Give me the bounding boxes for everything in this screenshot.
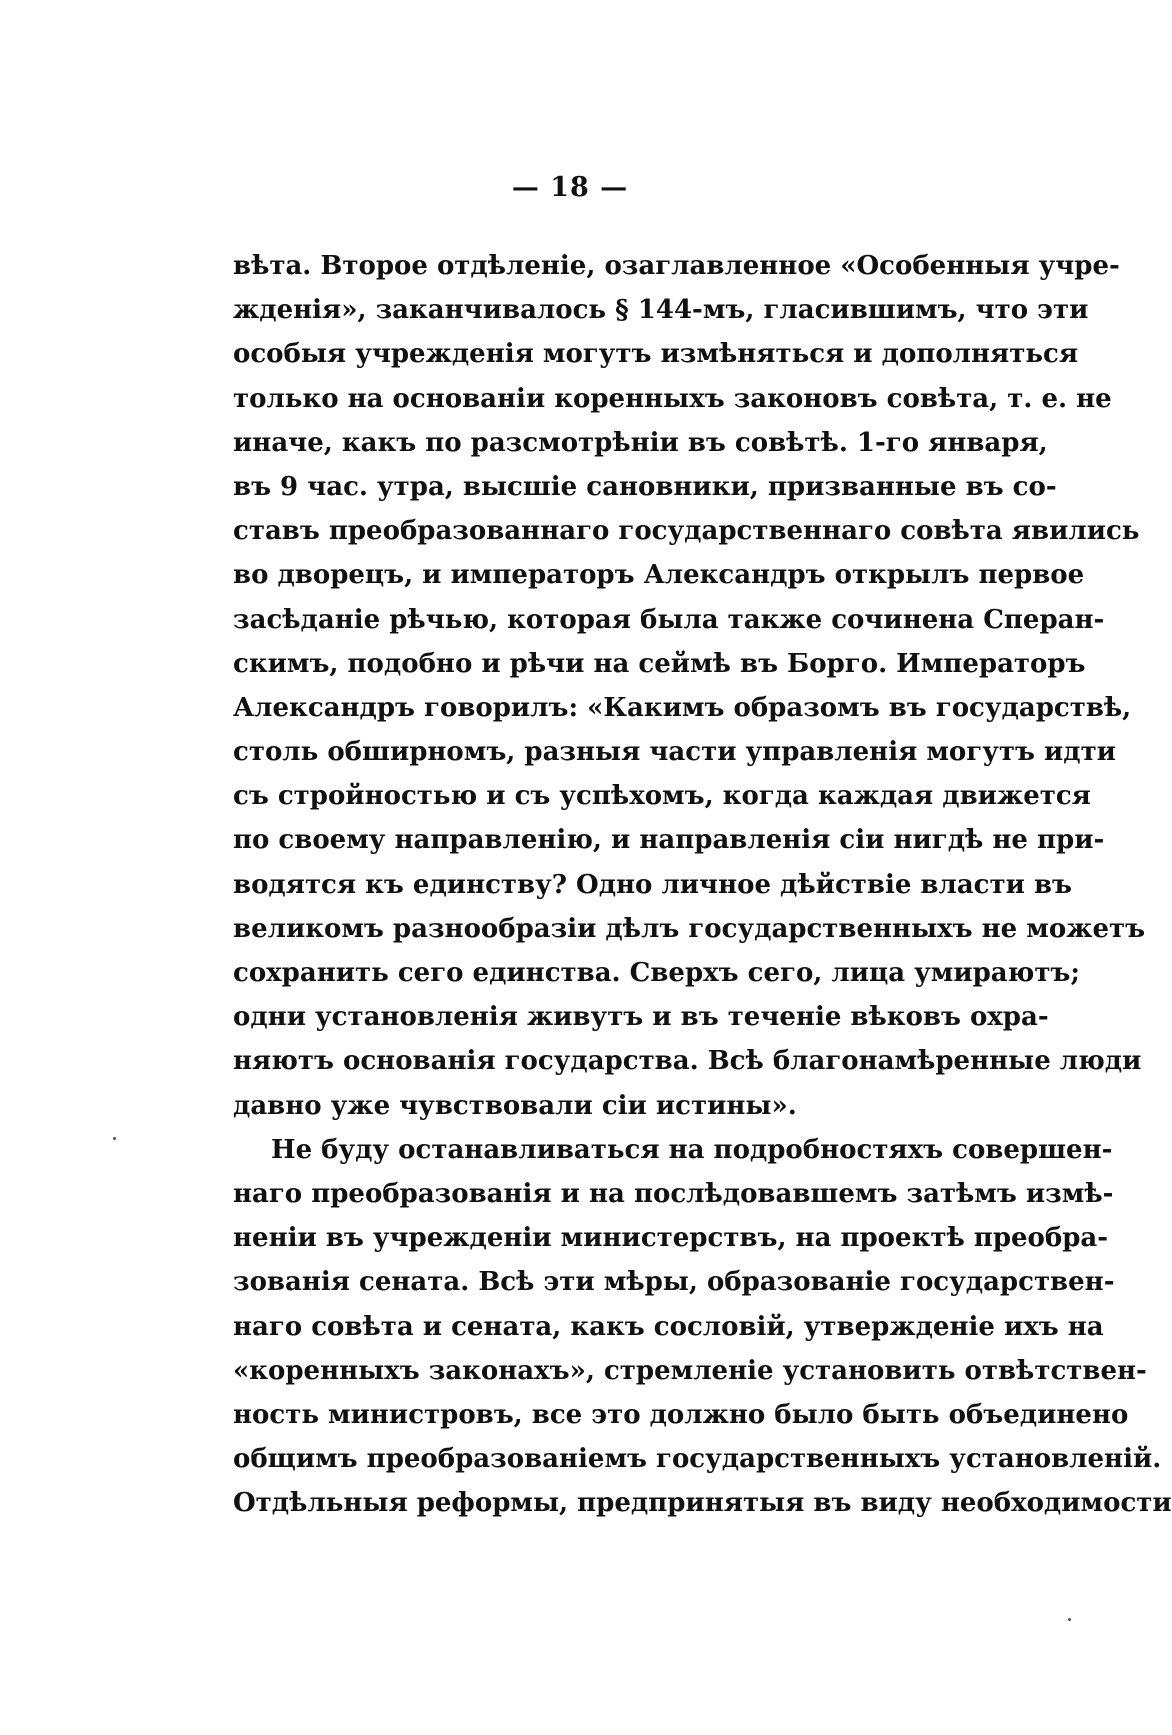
- text-line: столь обширномъ, разныя части управленія могутъ идти: [233, 737, 1116, 768]
- text-line: одни установленія живутъ и въ теченіе вѣковъ охра-: [233, 1002, 1049, 1033]
- text-line: Не буду останавливаться на подробностяхъ совершен-: [271, 1134, 1113, 1165]
- text-line: ставъ преобразованнаго государственнаго совѣта явились: [233, 516, 1140, 547]
- text-line: въ 9 час. утра, высшіе сановники, призванные въ со-: [233, 471, 1057, 502]
- text-line: скимъ, подобно и рѣчи на сеймѣ въ Борго. Императоръ: [233, 648, 1086, 679]
- text-line: съ стройностью и съ успѣхомъ, когда каждая движется: [233, 781, 1091, 812]
- text-line: неніи въ учрежденіи министерствъ, на проектѣ преобра-: [233, 1223, 1109, 1254]
- text-line: Александръ говорилъ: «Какимъ образомъ въ государствѣ,: [233, 692, 1132, 723]
- text-line: Отдѣльныя реформы, предпринятыя въ виду необходимости: [233, 1488, 1172, 1519]
- text-line: жденія», заканчивалось § 144-мъ, гласившимъ, что эти: [233, 295, 1089, 326]
- text-line: великомъ разнообразіи дѣлъ государственныхъ не можетъ: [233, 913, 1146, 944]
- text-line: вѣта. Второе отдѣленіе, озаглавленное «Особенныя учре-: [233, 251, 1120, 281]
- page-number: — 18 —: [511, 172, 629, 203]
- text-line: сохранить сего единства. Сверхъ сего, лица умираютъ;: [233, 958, 1080, 988]
- text-line: зованія сената. Всѣ эти мѣры, образованіе государствен-: [233, 1267, 1115, 1298]
- paragraph-1: [233, 244, 1146, 1128]
- text-line: во дворецъ, и императоръ Александръ открылъ первое: [233, 560, 1085, 591]
- scan-speck: [113, 1137, 116, 1140]
- text-line: только на основаніи коренныхъ законовъ совѣта, т. е. не: [233, 383, 1112, 414]
- text-line: иначе, какъ по разсмотрѣніи въ совѣтѣ. 1-го января,: [233, 427, 1048, 458]
- text-line: по своему направленію, и направленія сіи нигдѣ не при-: [233, 825, 1105, 856]
- text-line: наго преобразованія и на послѣдовавшемъ затѣмъ измѣ-: [233, 1178, 1114, 1209]
- body-text: [233, 244, 1172, 1525]
- text-line: «коренныхъ законахъ», стремленіе установить отвѣтствен-: [233, 1355, 1147, 1386]
- text-line: няютъ основанія государства. Всѣ благонамѣренные люди: [233, 1046, 1142, 1077]
- text-line: водятся къ единству? Одно личное дѣйствіе власти въ: [233, 869, 1072, 900]
- paragraph-2: [233, 1128, 1172, 1526]
- text-line: особыя учрежденія могутъ измѣняться и дополняться: [233, 339, 1079, 370]
- text-line: ность министровъ, все это должно было быть объединено: [233, 1399, 1129, 1430]
- text-line: давно уже чувствовали сіи истины».: [233, 1090, 797, 1121]
- text-line: общимъ преобразованіемъ государственныхъ установленій.: [233, 1444, 1162, 1475]
- scan-speck: [1068, 1618, 1071, 1621]
- text-line: наго совѣта и сената, какъ сословій, утвержденіе ихъ на: [233, 1311, 1104, 1342]
- text-line: засѣданіе рѣчью, которая была также сочинена Сперан-: [233, 604, 1105, 635]
